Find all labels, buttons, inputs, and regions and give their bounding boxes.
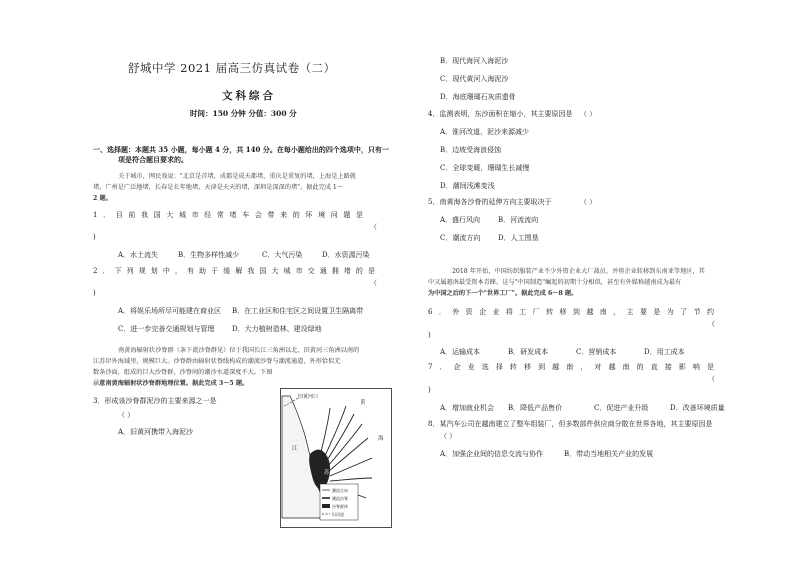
q3-option-c: C．现代黄河入海泥沙	[440, 75, 509, 83]
sand-ridge-map-svg	[280, 388, 392, 528]
q6-paren: （	[708, 320, 715, 328]
label-jiang: 江	[292, 446, 298, 452]
q8-option-b: B．带动当地相关产业的发展	[564, 450, 654, 458]
label-su: 苏	[324, 470, 330, 476]
passage-line-3: 数条沙面，组成的巨大沙脊群，沙脊间的潮沙水道深度不大。下图	[93, 369, 273, 376]
q6-option-c: C．营销成本	[576, 348, 617, 356]
passage-line-4: 示意南黄海辐射状沙脊群地理位置。据此完成 3～5 题。	[93, 380, 249, 387]
q6-option-a: A．运输成本	[440, 348, 481, 356]
section-instruction-line1: 一、选择题：本题共 35 小题，每小题 4 分，共 140 分。在每小题给出的四个选项中，只有一	[93, 145, 389, 154]
q4-paren: （ ）	[580, 110, 597, 118]
q6-stem: 6．外资企业将工厂转移到越南，主要是为了节约	[428, 308, 714, 316]
q7-paren: （	[708, 375, 715, 383]
passage2-line-1: 2018 年开始，中国纺织服装产业不少外资企业大厂裁员，并将企业转移到东南亚等地区，其	[452, 268, 705, 275]
q7-paren-close: )	[428, 386, 431, 394]
page-title: 舒城中学 2021 届高三仿真试卷（二）	[128, 61, 336, 75]
q7-option-c: C．促进产业升级	[594, 404, 649, 412]
q5-option-c: C．潮流方向	[440, 234, 481, 242]
q6-option-b: B．研发成本	[508, 348, 549, 356]
legend-label-group: 沙脊群体	[332, 504, 348, 509]
q4-option-a: A．淮河改道，泥沙来源减少	[440, 128, 530, 136]
q1-paren: （	[370, 223, 377, 231]
q7-option-a: A．增加就业机会	[440, 404, 495, 412]
q3-paren: （ ）	[118, 411, 135, 419]
q3-option-d: D．海底珊瑚石灰质遗骨	[440, 93, 516, 101]
q4-option-b: B．边坡受海浪侵蚀	[440, 146, 502, 154]
intro-line-1: 关于城市，网民戏说："北京是首堵，成都是成天都堵，重庆是重复的堵，上海是上路就	[118, 173, 356, 180]
passage2-line-2: 中又属越南最受资本青睐。这与"中国制造"崛起的初期十分相似，甚至有外媒称越南成为最有	[428, 279, 682, 286]
intro-line-3: 2 题。	[93, 195, 112, 202]
legend-label-ridge: 潮流沙脊	[332, 496, 348, 501]
legend-label-old-river: 旧河道	[332, 512, 344, 517]
q1-option-b: B．生物多样性减少	[178, 251, 240, 259]
q8-paren: （ ）	[440, 432, 457, 440]
q3-option-b: B．现代海河入海泥沙	[440, 57, 509, 65]
q4-stem: 4．监测表明，东沙面积在缩小，其主要原因是	[428, 110, 573, 118]
q7-option-d: D．改善环境质量	[670, 404, 725, 412]
q1-stem: 1．目前我国大城市经常堵车会带来的环境问题是	[93, 211, 363, 219]
label-river-mouth: 旧黄河口	[298, 394, 319, 400]
q2-paren-close: )	[93, 289, 96, 297]
passage2-line-3: 为中国之后的下一个"世界工厂"。据此完成 6～8 题。	[428, 290, 578, 297]
q1-option-a: A．水土流失	[118, 251, 159, 259]
label-sea: 海	[378, 436, 384, 442]
q5-option-d: D．人工围垦	[498, 234, 539, 242]
q2-option-a: A．将娱乐场所尽可能建在商业区	[118, 307, 222, 315]
passage-line-1: 南黄海辐射状沙脊群（条下流沙脊群见）位于我国长江三角洲以北、旧黄河三角洲以南的	[118, 347, 360, 354]
passage-line-2: 江苏岸外海域里，规模巨大。沙脊群由辐射状脊线构成的潮流沙脊与潮流通道，外形恰似无	[93, 358, 341, 365]
intro-line-2: 堵，广州是广泛地堵，长春是长年地堵，天津是天天的堵，深圳是深深的堵"。据此完成 1～	[93, 184, 344, 191]
q5-paren: （ ）	[580, 198, 597, 206]
subject-title: 文科综合	[222, 90, 276, 102]
q2-stem: 2．下列规划中，有助于缓解我国大城市交通拥堵的是	[93, 267, 375, 275]
q1-option-c: C．大气污染	[262, 251, 303, 259]
q1-paren-close: )	[93, 233, 96, 241]
sand-ridge-map	[280, 388, 392, 528]
q8-option-a: A．加强企业间的信息交流与协作	[440, 450, 544, 458]
q4-option-c: C．全球变暖，珊瑚生长减慢	[440, 164, 530, 172]
q8-stem: 8．某汽车公司在越南建立了整车组装厂，但多数部件供应商分散在世界各地，其主要原因是	[428, 420, 713, 428]
q4-option-d: D．潮间浅滩变浅	[440, 182, 495, 190]
q1-option-d: D．水资源污染	[322, 251, 370, 259]
legend-label-flow: 潮流方向	[332, 488, 348, 493]
q5-option-b: B．河流流向	[498, 216, 539, 224]
q3-option-a: A．旧黄河携带入海泥沙	[118, 428, 194, 436]
q6-option-d: D．用工成本	[644, 348, 685, 356]
q5-option-a: A．盛行风向	[440, 216, 481, 224]
q3-stem: 3．形成该沙脊群泥沙的主要来源之一是	[93, 397, 217, 405]
q2-option-d: D．大力植树造林、建设绿地	[232, 325, 322, 333]
q2-paren: （	[370, 279, 377, 287]
q6-paren-close: )	[428, 331, 431, 339]
q7-option-b: B．降低产品售价	[508, 404, 563, 412]
exam-meta: 时间：150 分钟 分值：300 分	[190, 109, 297, 118]
q5-stem: 5．南黄海各沙脊的延伸方向主要取决于	[428, 198, 552, 206]
section-instruction-line2: 项是符合题目要求的。	[118, 155, 188, 164]
label-yellow: 黄	[360, 400, 366, 406]
legend-swatch-group	[322, 504, 330, 508]
q2-option-c: C．进一步完善交通规划与管理	[118, 325, 215, 333]
q2-option-b: B．在工业区和住宅区之间设置卫生隔离带	[232, 307, 364, 315]
q7-stem: 7．企业选择转移到越南，对越南的直接影响是	[428, 363, 714, 371]
